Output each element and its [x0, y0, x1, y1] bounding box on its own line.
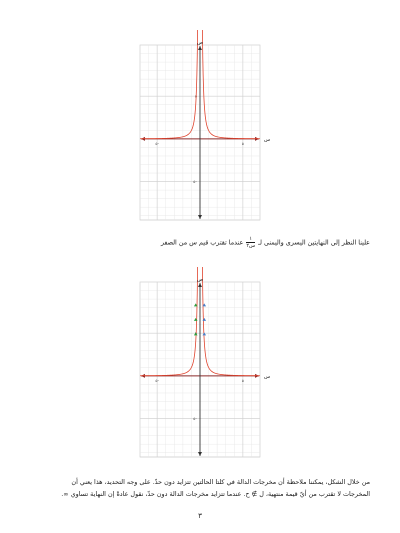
fraction-denominator: س٢ [246, 243, 256, 249]
paragraph-limit-conclusion [30, 476, 370, 500]
page-number: ٣ [198, 512, 202, 520]
paragraph-limits-question [30, 236, 370, 249]
paragraph1-before: علينا النظر إلى النهايتين اليسرى واليمنى لـ [258, 238, 370, 247]
fraction-numerator: ١ [246, 236, 255, 243]
function-graph-1 [140, 40, 271, 220]
fraction-one-over-x-squared [246, 236, 255, 249]
y-axis-label: ص [196, 277, 204, 283]
y-tick-label-neg5: ٥- [193, 416, 197, 422]
x-axis-label: س [263, 373, 271, 380]
x-tick-label-5: ٥ [241, 377, 244, 383]
paragraph1-after: عندما تقترب قيم س من الصفر [160, 238, 244, 247]
x-tick-label-5: ٥ [241, 140, 244, 146]
x-axis-label: س [263, 136, 271, 143]
function-graph-2 [140, 277, 271, 457]
y-tick-label-neg5: ٥- [193, 179, 197, 185]
y-tick-label-5: ٥ [194, 93, 198, 99]
x-tick-label-neg5: ٥- [155, 140, 159, 146]
paragraph2-line2: المخرجات لا تقترب من أيّ قيمة منتهية، ل ∌ ح. عندما تتزايد مخرجات الدالة دون حدّ، نقول عادةً إن النهاية تساوي ∞. [61, 490, 370, 498]
x-tick-label-neg5: ٥- [155, 377, 159, 383]
y-axis-label: ص [196, 40, 204, 46]
paragraph2-line1: من خلال الشكل، يمكننا ملاحظة أن مخرجات الدالة في كلتا الحالتين تتزايد دون حدّ. على وجه التحديد، هذا يعني أن [71, 478, 370, 486]
